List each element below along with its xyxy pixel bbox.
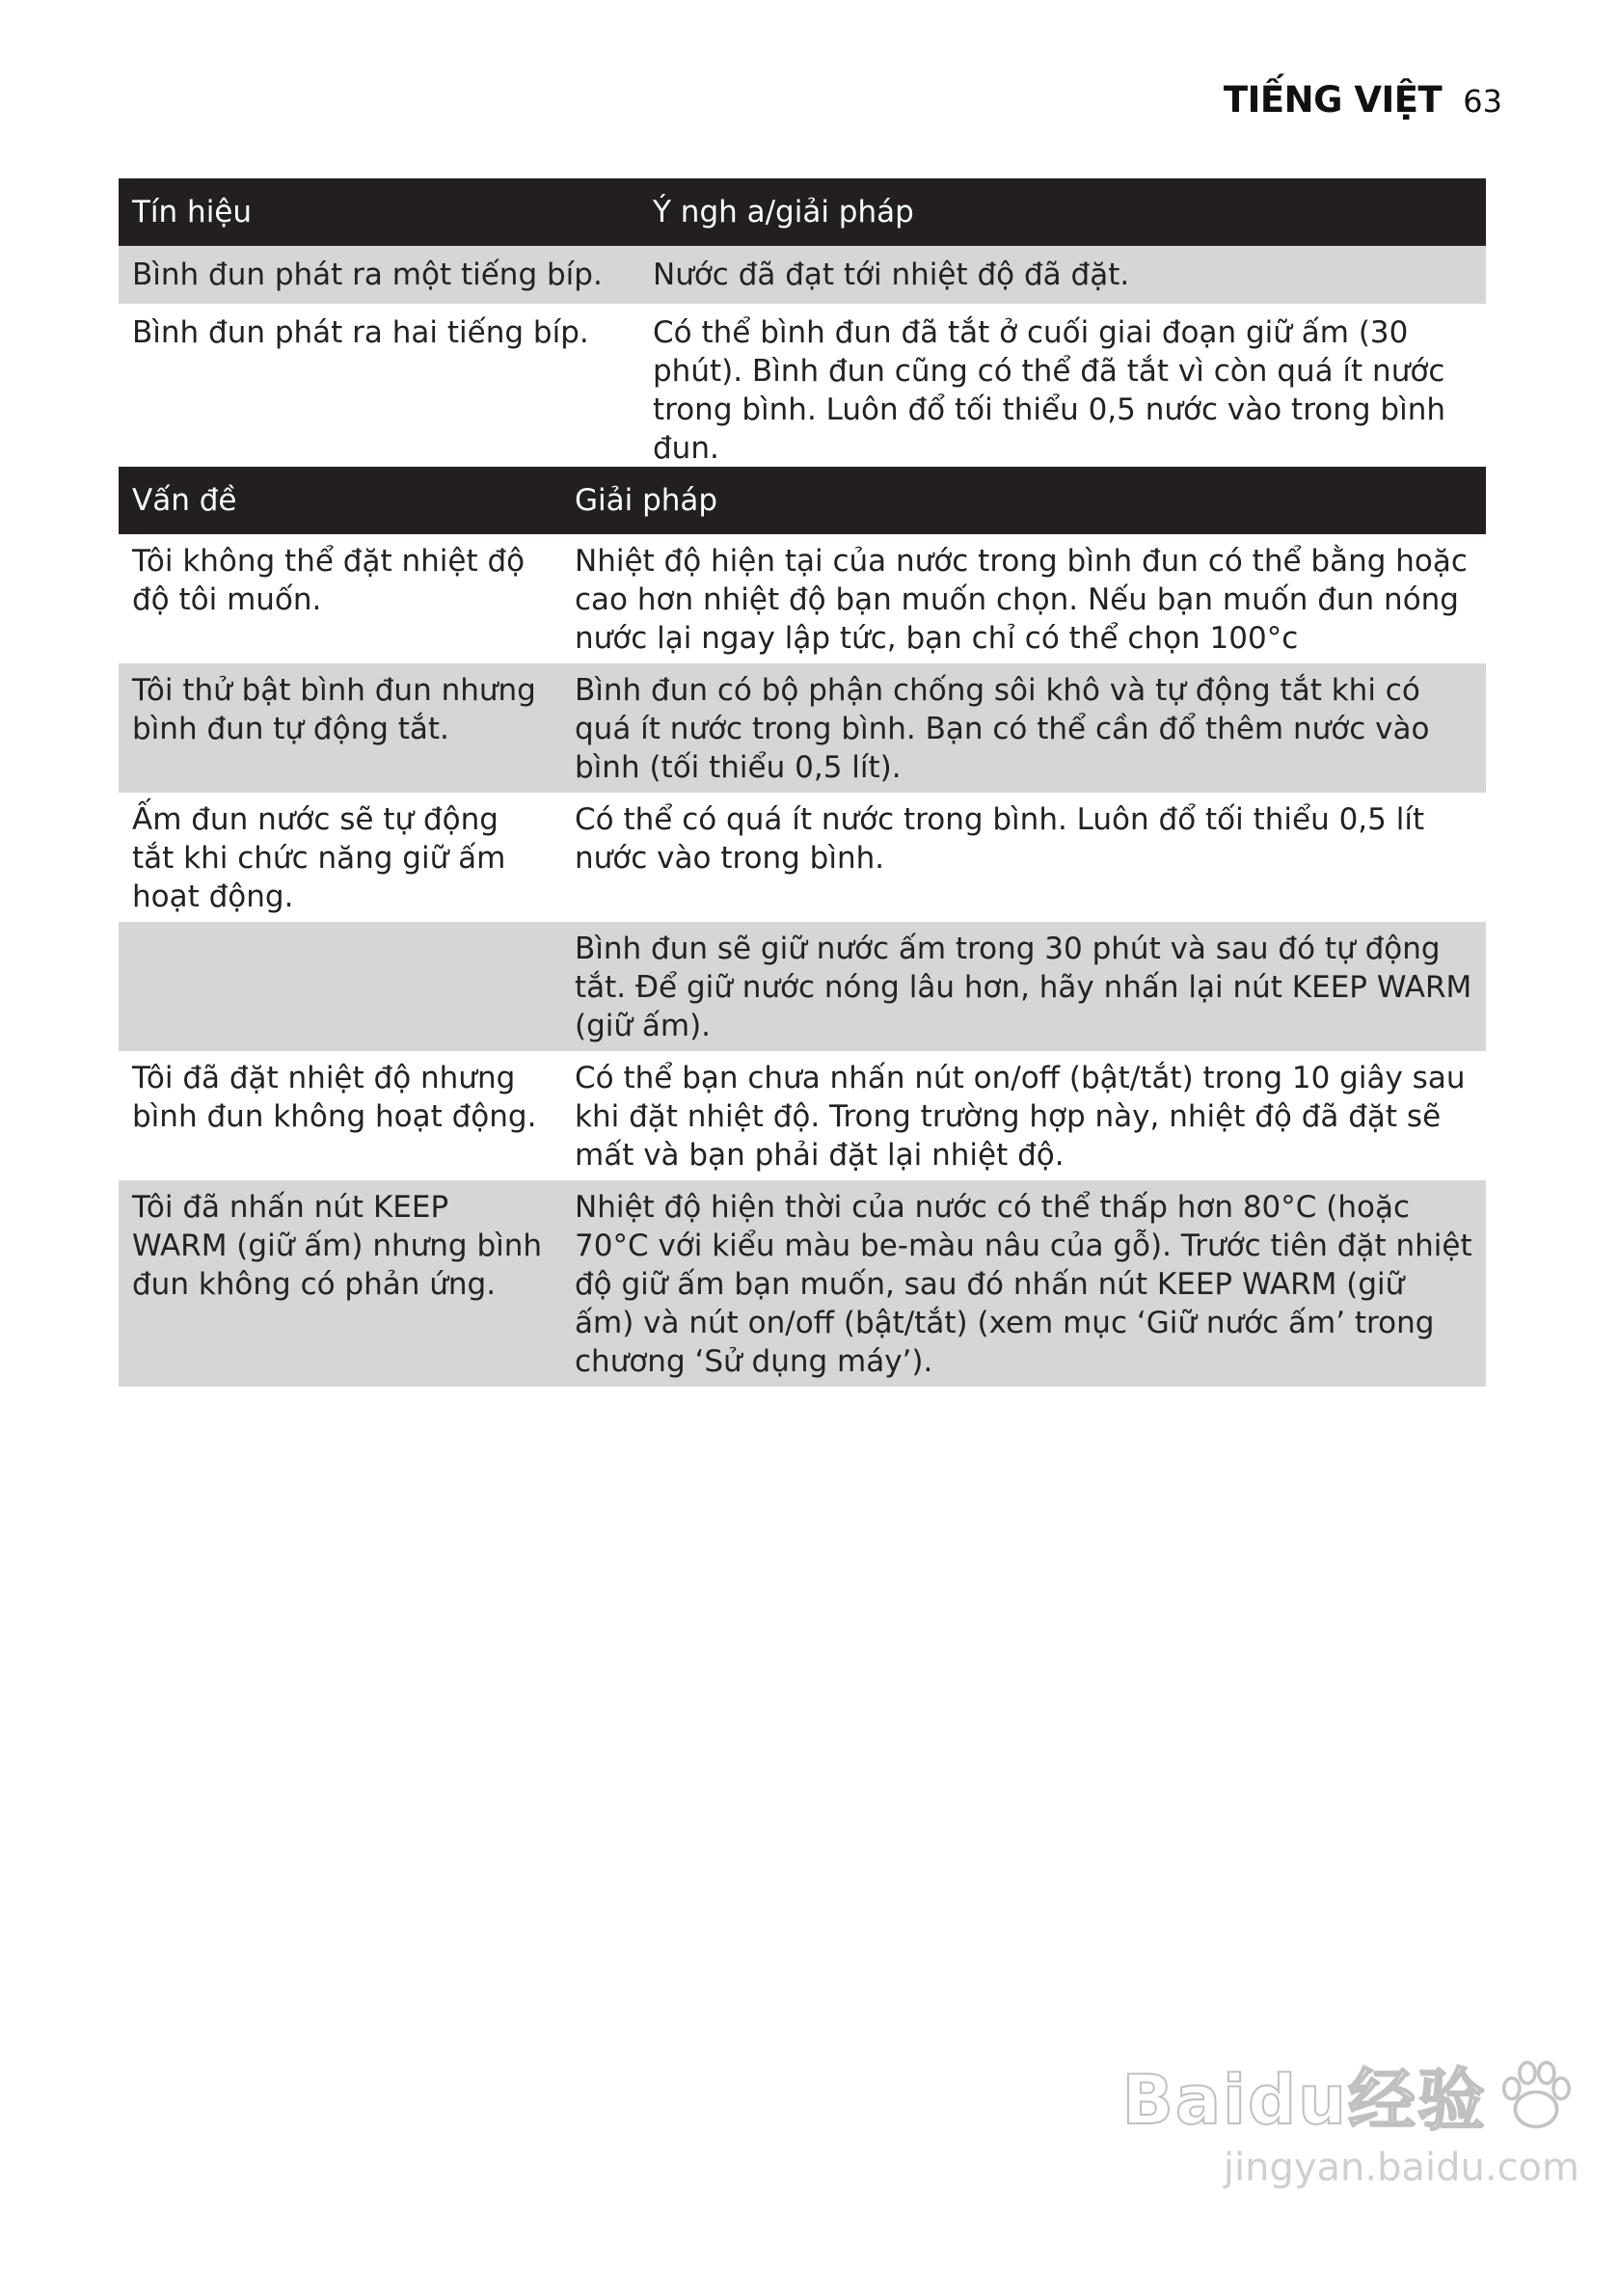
solution-cell: Nhiệt độ hiện thời của nước có thể thấp hơn 80°C (hoặc 70°C với kiểu màu be-màu nâu của gỗ). Trước tiên đặt nhiệt độ giữ ấm bạn muốn, sau đó nhấn nút KEEP WARM (giữ ấm) và nút on/off (bật/tắt) (xem mục ‘Giữ nước ấm’ trong chương ‘Sử dụng máy’). bbox=[561, 1180, 1486, 1387]
table-row bbox=[119, 922, 1486, 1051]
solution-cell: Nhiệt độ hiện tại của nước trong bình đun có thể bằng hoặc cao hơn nhiệt độ bạn muốn chọn. Nếu bạn muốn đun nóng nước lại ngay lập tức, bạn chỉ có thể chọn 100°c bbox=[575, 544, 1468, 656]
page-header bbox=[1224, 79, 1502, 121]
table-header-row bbox=[119, 178, 1486, 246]
troubleshooting-table bbox=[119, 467, 1486, 1387]
table-row bbox=[119, 793, 1486, 922]
problem-cell: Tôi không thể đặt nhiệt độ độ tôi muốn. bbox=[132, 544, 526, 617]
problem-cell bbox=[119, 922, 561, 1051]
column-header-solution: Giải pháp bbox=[561, 467, 1486, 534]
column-header-signal: Tín hiệu bbox=[119, 178, 639, 246]
watermark-brand: Baidu经验 bbox=[1121, 2061, 1487, 2140]
meaning-cell: Có thể bình đun đã tắt ở cuối giai đoạn giữ ấm (30 phút). Bình đun cũng có thể đã tắt vì còn quá ít nước trong bình. Luôn đổ tối thiểu 0,5 nước vào trong bình đun. bbox=[653, 315, 1445, 466]
table-row bbox=[119, 304, 1486, 477]
paw-icon bbox=[1493, 2052, 1579, 2139]
watermark-url: jingyan.baidu.com bbox=[1223, 2146, 1579, 2190]
table-row bbox=[119, 663, 1486, 793]
table-row bbox=[119, 246, 1486, 304]
table-row bbox=[119, 534, 1486, 663]
table-row bbox=[119, 1051, 1486, 1180]
table-header-row bbox=[119, 467, 1486, 534]
solution-cell: Bình đun có bộ phận chống sôi khô và tự động tắt khi có quá ít nước trong bình. Bạn có thể cần đổ thêm nước vào bình (tối thiểu 0,5 lít). bbox=[561, 663, 1486, 793]
column-header-meaning: Ý ngh a/giải pháp bbox=[639, 178, 1486, 246]
signal-cell: Bình đun phát ra hai tiếng bíp. bbox=[132, 315, 589, 350]
problem-cell: Ấm đun nước sẽ tự động tắt khi chức năng giữ ấm hoạt động. bbox=[132, 802, 506, 914]
signal-cell: Bình đun phát ra một tiếng bíp. bbox=[119, 246, 639, 304]
problem-cell: Tôi đã nhấn nút KEEP WARM (giữ ấm) nhưng bình đun không có phản ứng. bbox=[119, 1180, 561, 1387]
language-title: TIẾNG VIỆT bbox=[1223, 79, 1443, 121]
baidu-watermark bbox=[1121, 2046, 1579, 2190]
column-header-problem: Vấn đề bbox=[119, 467, 561, 534]
meaning-cell: Nước đã đạt tới nhiệt độ đã đặt. bbox=[639, 246, 1486, 304]
solution-cell: Có thể bạn chưa nhấn nút on/off (bật/tắt) trong 10 giây sau khi đặt nhiệt độ. Trong trường hợp này, nhiệt độ đã đặt sẽ mất và bạn phải đặt lại nhiệt độ. bbox=[575, 1061, 1466, 1173]
page-number: 63 bbox=[1463, 83, 1502, 120]
solution-cell: Bình đun sẽ giữ nước ấm trong 30 phút và sau đó tự động tắt. Để giữ nước nóng lâu hơn, hãy nhấn lại nút KEEP WARM (giữ ấm). bbox=[561, 922, 1486, 1051]
problem-cell: Tôi đã đặt nhiệt độ nhưng bình đun không hoạt động. bbox=[132, 1061, 537, 1134]
watermark-logo bbox=[1121, 2046, 1579, 2144]
table-row bbox=[119, 1180, 1486, 1387]
solution-cell: Có thể có quá ít nước trong bình. Luôn đổ tối thiểu 0,5 lít nước vào trong bình. bbox=[575, 802, 1425, 876]
problem-cell: Tôi thử bật bình đun nhưng bình đun tự động tắt. bbox=[119, 663, 561, 793]
signals-table bbox=[119, 178, 1486, 477]
